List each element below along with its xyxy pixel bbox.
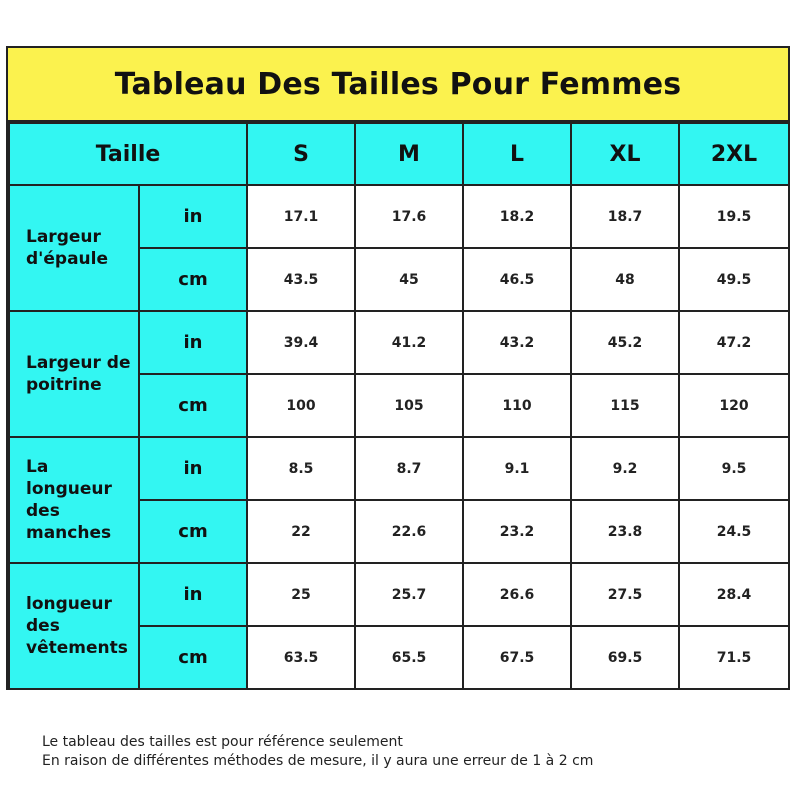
unit-cm: cm: [139, 626, 247, 689]
value-cell: 69.5: [571, 626, 679, 689]
value-cell: 71.5: [679, 626, 789, 689]
value-cell: 18.7: [571, 185, 679, 248]
value-cell: 110: [463, 374, 571, 437]
size-table: [8, 122, 790, 690]
value-cell: 45.2: [571, 311, 679, 374]
value-cell: 46.5: [463, 248, 571, 311]
value-cell: 9.1: [463, 437, 571, 500]
value-cell: 43.5: [247, 248, 355, 311]
value-cell: 63.5: [247, 626, 355, 689]
value-cell: 43.2: [463, 311, 571, 374]
unit-in: in: [139, 437, 247, 500]
unit-cm: cm: [139, 374, 247, 437]
size-header-label: Taille: [9, 123, 247, 185]
size-header-m: M: [355, 123, 463, 185]
value-cell: 105: [355, 374, 463, 437]
value-cell: 47.2: [679, 311, 789, 374]
value-cell: 9.5: [679, 437, 789, 500]
value-cell: 26.6: [463, 563, 571, 626]
value-cell: 19.5: [679, 185, 789, 248]
size-header-xl: XL: [571, 123, 679, 185]
table-row: [9, 311, 789, 374]
measurement-error-note: En raison de différentes méthodes de mesure, il y aura une erreur de 1 à 2 cm: [42, 753, 594, 769]
value-cell: 45: [355, 248, 463, 311]
value-cell: 9.2: [571, 437, 679, 500]
value-cell: 23.2: [463, 500, 571, 563]
value-cell: 100: [247, 374, 355, 437]
value-cell: 17.6: [355, 185, 463, 248]
value-cell: 23.8: [571, 500, 679, 563]
table-row: [9, 563, 789, 626]
value-cell: 28.4: [679, 563, 789, 626]
size-header-2xl: 2XL: [679, 123, 789, 185]
table-row: [9, 437, 789, 500]
size-header-s: S: [247, 123, 355, 185]
value-cell: 8.5: [247, 437, 355, 500]
value-cell: 48: [571, 248, 679, 311]
category-sleeve-length: La longueur des manches: [9, 437, 139, 563]
value-cell: 8.7: [355, 437, 463, 500]
category-chest-width: Largeur de poitrine: [9, 311, 139, 437]
size-header-l: L: [463, 123, 571, 185]
unit-in: in: [139, 311, 247, 374]
unit-in: in: [139, 185, 247, 248]
value-cell: 115: [571, 374, 679, 437]
value-cell: 49.5: [679, 248, 789, 311]
value-cell: 67.5: [463, 626, 571, 689]
category-shoulder-width: Largeur d'épaule: [9, 185, 139, 311]
chart-title: Tableau Des Tailles Pour Femmes: [8, 48, 788, 122]
category-garment-length: longueur des vêtements: [9, 563, 139, 689]
value-cell: 41.2: [355, 311, 463, 374]
table-row: [9, 185, 789, 248]
value-cell: 65.5: [355, 626, 463, 689]
value-cell: 24.5: [679, 500, 789, 563]
size-chart: [6, 46, 790, 690]
value-cell: 17.1: [247, 185, 355, 248]
reference-note: Le tableau des tailles est pour référence seulement: [42, 734, 403, 750]
unit-cm: cm: [139, 500, 247, 563]
value-cell: 22.6: [355, 500, 463, 563]
value-cell: 22: [247, 500, 355, 563]
value-cell: 25: [247, 563, 355, 626]
value-cell: 18.2: [463, 185, 571, 248]
value-cell: 120: [679, 374, 789, 437]
value-cell: 27.5: [571, 563, 679, 626]
value-cell: 25.7: [355, 563, 463, 626]
unit-in: in: [139, 563, 247, 626]
header-row: [9, 123, 789, 185]
unit-cm: cm: [139, 248, 247, 311]
value-cell: 39.4: [247, 311, 355, 374]
